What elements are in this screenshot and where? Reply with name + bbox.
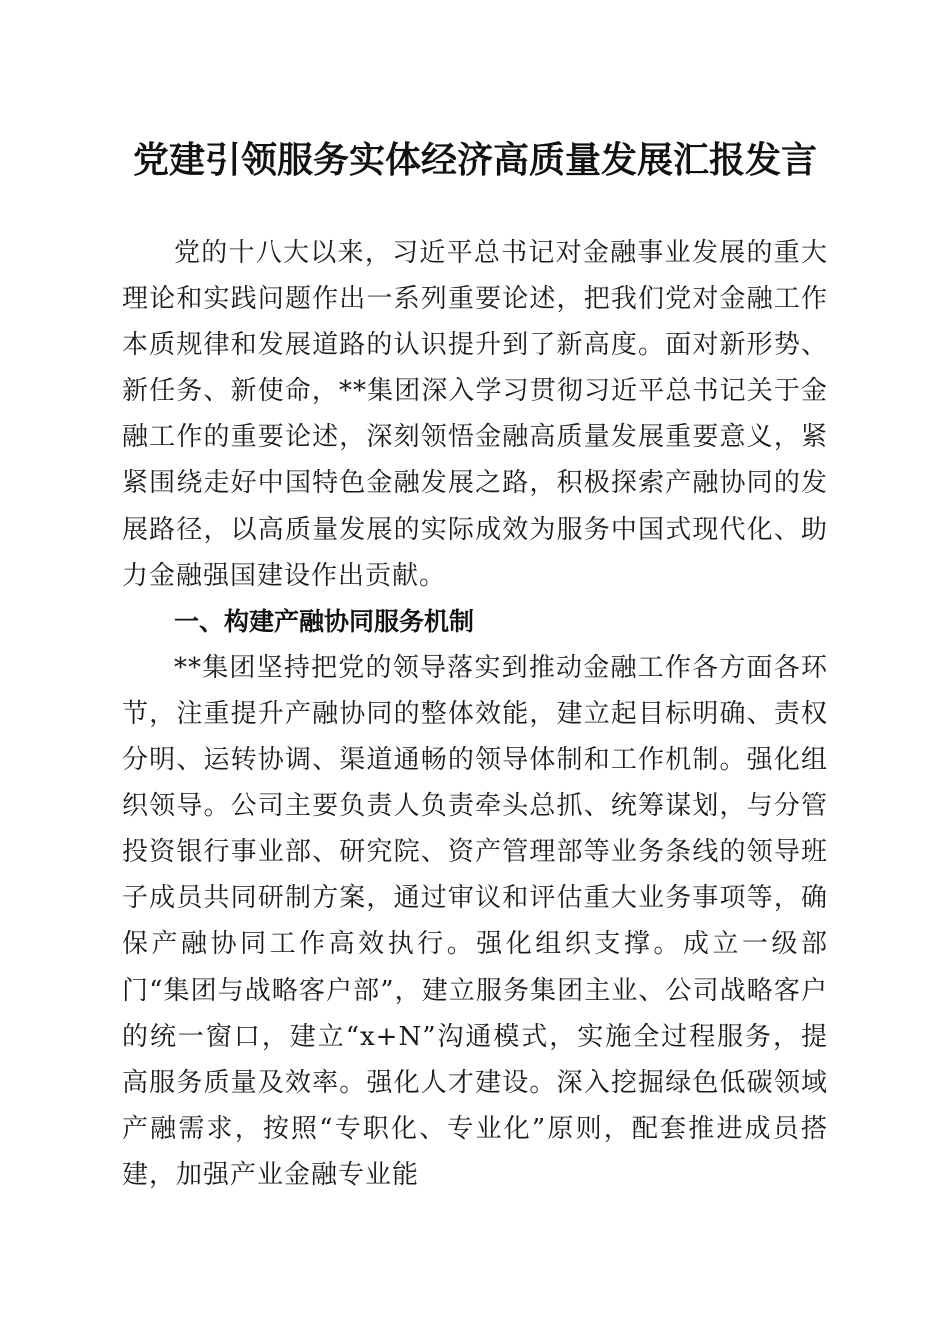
intro-paragraph: 党的十八大以来，习近平总书记对金融事业发展的重大理论和实践问题作出一系列重要论述，把我们党对金融工作本质规律和发展道路的认识提升到了新高度。面对新形势、新任务、新使命，**集团深入学习贯彻习近平总书记关于金融工作的重要论述，深刻领悟金融高质量发展重要意义，紧紧围绕走好中国特色金融发展之路，积极探索产融协同的发展路径，以高质量发展的实际成效为服务中国式现代化、助力金融强国建设作出贡献。 <box>122 238 828 591</box>
section-paragraph: **集团坚持把党的领导落实到推动金融工作各方面各环节，注重提升产融协同的整体效能，建立起目标明确、责权分明、运转协调、渠道通畅的领导体制和工作机制。强化组织领导。公司主要负责人负责牵头总抓、统筹谋划，与分管投资银行事业部、研究院、资产管理部等业务条线的领导班子成员共同研制方案，通过审议和评估重大业务事项等，确保产融协同工作高效执行。强化组织支撑。成立一级部门“集团与战略客户部”，建立服务集团主业、公司战略客户的统一窗口，建立“x+N”沟通模式，实施全过程服务，提高服务质量及效率。强化人才建设。深入挖掘绿色低碳领域产融需求，按照“专职化、专业化”原则，配套推进成员搭建，加强产业金融专业能 <box>122 652 828 1190</box>
document-body <box>122 230 828 1198</box>
section-heading: 一、构建产融协同服务机制 <box>174 606 475 636</box>
document-title: 党建引领服务实体经济高质量发展汇报发言 <box>132 139 817 181</box>
